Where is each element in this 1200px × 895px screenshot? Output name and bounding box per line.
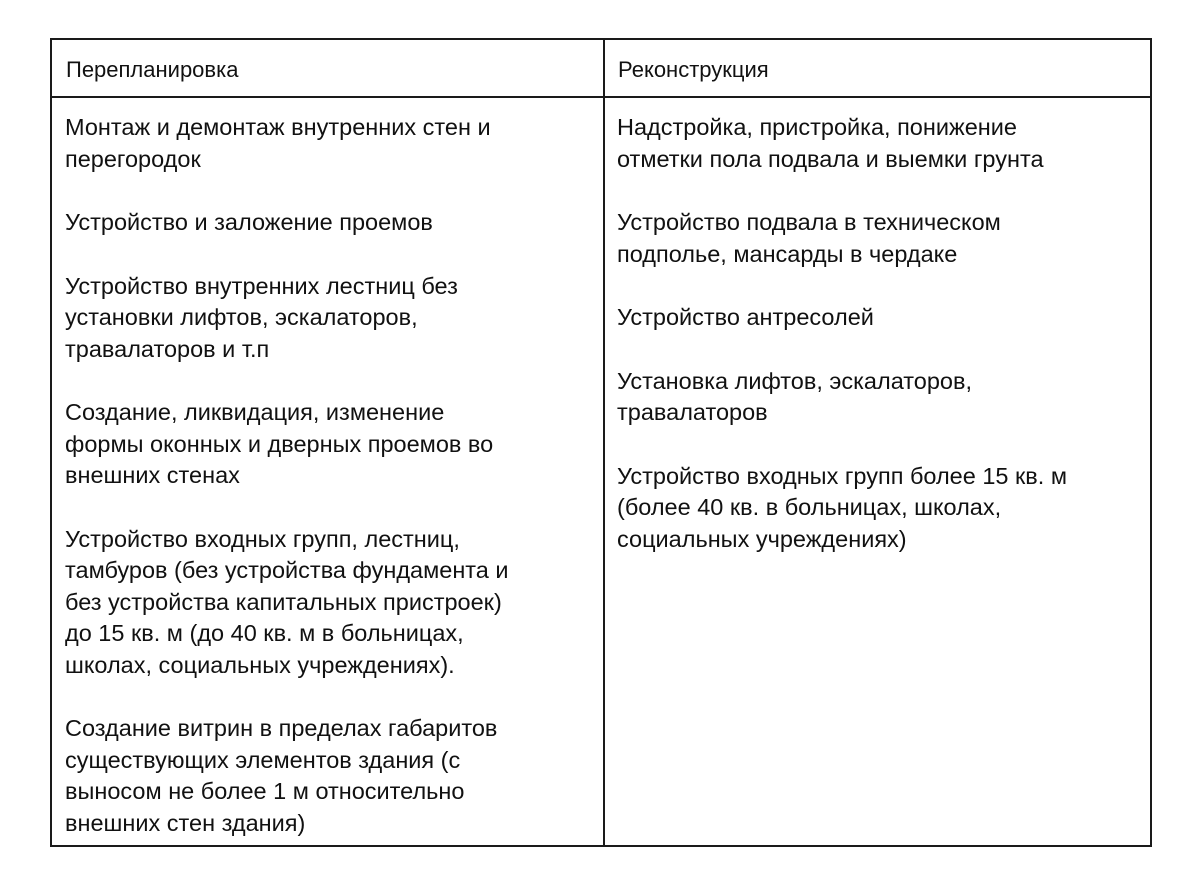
redevelopment-item: Создание витрин в пределах габаритов существующих элементов здания (с выносом не более 1 м относительно внешних стен здания)	[65, 715, 498, 836]
redevelopment-item: Устройство входных групп, лестниц, тамбуров (без устройства фундамента и без устройства капитальных пристроек) до 15 кв. м (до 40 кв. м в больницах, школах, социальных учреждениях).	[65, 525, 509, 678]
reconstruction-item: Устройство подвала в техническом подполье, мансарды в чердаке	[617, 209, 1001, 267]
redevelopment-item: Монтаж и демонтаж внутренних стен и перегородок	[65, 114, 491, 172]
header-divider	[52, 96, 1150, 98]
reconstruction-item: Устройство антресолей	[617, 304, 874, 330]
column-divider	[603, 40, 605, 845]
redevelopment-item: Создание, ликвидация, изменение формы оконных и дверных проемов во внешних стенах	[65, 399, 494, 488]
redevelopment-item: Устройство и заложение проемов	[65, 209, 433, 235]
reconstruction-item: Установка лифтов, эскалаторов, травалаторов	[617, 367, 972, 425]
reconstruction-item: Надстройка, пристройка, понижение отметки пола подвала и выемки грунта	[617, 114, 1044, 172]
redevelopment-column	[65, 112, 585, 871]
header-reconstruction: Реконструкция	[618, 57, 769, 82]
reconstruction-column	[617, 112, 1142, 587]
redevelopment-item: Устройство внутренних лестниц без установки лифтов, эскалаторов, травалаторов и т.п	[65, 272, 458, 362]
comparison-table	[50, 38, 1152, 847]
reconstruction-item: Устройство входных групп более 15 кв. м (более 40 кв. в больницах, школах, социальных учреждениях)	[617, 462, 1067, 552]
header-redevelopment: Перепланировка	[66, 57, 239, 82]
